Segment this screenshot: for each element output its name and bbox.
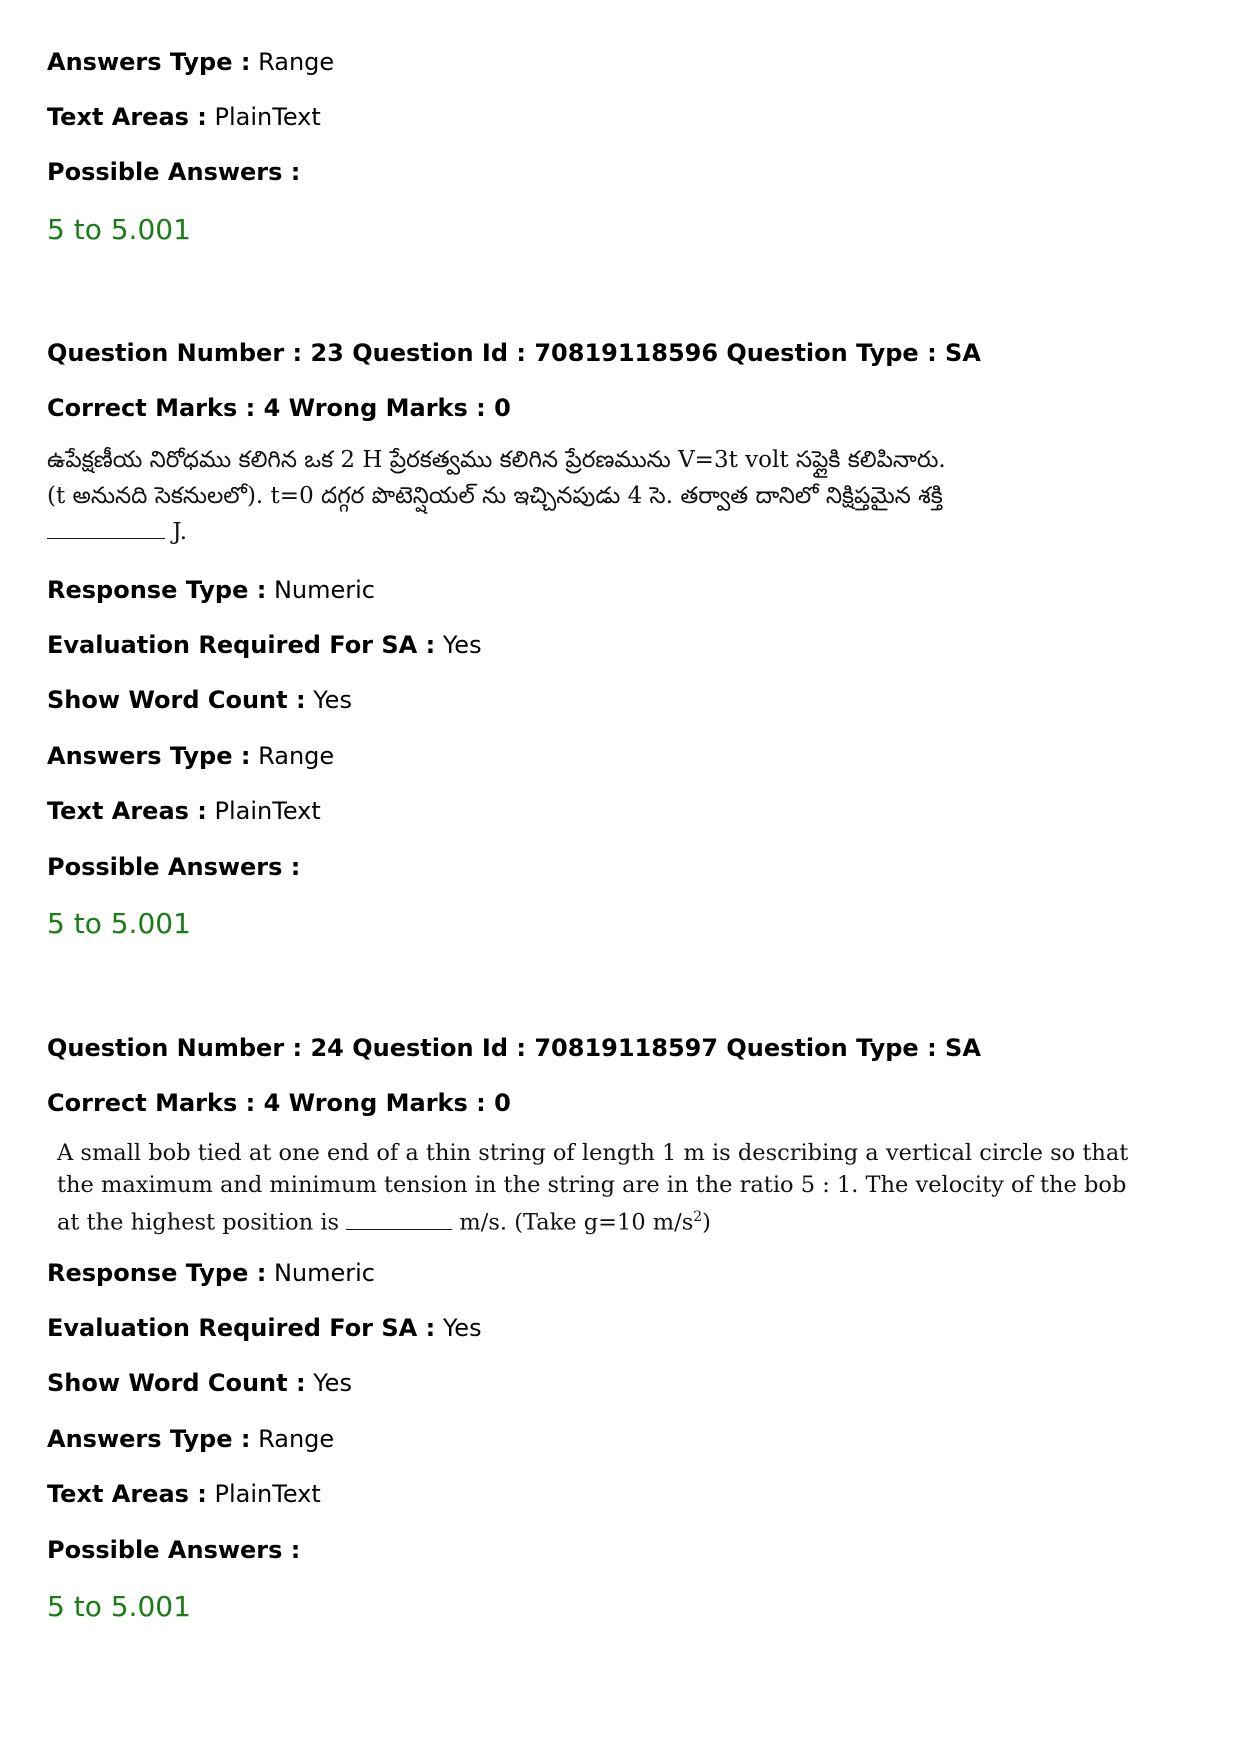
text-areas-row [47, 101, 321, 133]
text-areas-row: Text Areas : PlainText [47, 797, 321, 825]
text-areas-value: PlainText [214, 797, 321, 825]
answers-type-value: Range [258, 1425, 335, 1453]
possible-answers-label: Possible Answers : [47, 1536, 301, 1564]
evaluation-required-row: Evaluation Required For SA : Yes [47, 1314, 482, 1342]
show-word-count-value: Yes [313, 686, 352, 714]
possible-answers-value: 5 to 5.001 [47, 1590, 191, 1623]
answer-blank [47, 538, 165, 539]
question-header: Question Number : 24 Question Id : 70819118597 Question Type : SA [47, 1034, 981, 1062]
marks-row: Correct Marks : 4 Wrong Marks : 0 [47, 1089, 511, 1117]
question-type: SA [945, 1034, 981, 1062]
possible-answers-label: Possible Answers : [47, 158, 301, 186]
text-areas-label: Text Areas : [47, 103, 207, 131]
question-type: SA [945, 339, 981, 367]
possible-answers-value: 5 to 5.001 [47, 213, 191, 246]
answers-type-value: Range [258, 48, 335, 76]
response-type-row: Response Type : Numeric [47, 576, 375, 604]
text-areas-row: Text Areas : PlainText [47, 1480, 321, 1508]
question-text: ఉపేక్షణీయ నిరోధము కలిగిన ఒక 2 H ప్రేరకత్వము కలిగిన ప్రేరణమును V=3t volt సప్లైకి కలిపినారు. (t అనునది సెకనులలో). t=0 దగ్గర పొటెన్షియల్ ను ఇచ్చినపుడు 4 సె. తర్వాత దానిలో నిక్షిప్తమైన శక్తి J. [47, 447, 946, 545]
show-word-count-row: Show Word Count : Yes [47, 686, 352, 714]
question-number: 24 [310, 1034, 344, 1062]
answers-type-row: Answers Type : Range [47, 742, 335, 770]
evaluation-required-value: Yes [442, 1314, 482, 1342]
possible-answers-value: 5 to 5.001 [47, 907, 191, 940]
answers-type-row [47, 46, 334, 78]
text-areas-value: PlainText [214, 103, 321, 131]
marks-row: Correct Marks : 4 Wrong Marks : 0 [47, 394, 511, 422]
show-word-count-value: Yes [313, 1369, 352, 1397]
answers-type-row: Answers Type : Range [47, 1425, 335, 1453]
question-number: 23 [310, 339, 344, 367]
correct-marks: 4 [263, 1089, 281, 1117]
show-word-count-row: Show Word Count : Yes [47, 1369, 352, 1397]
answers-type-label: Answers Type : [47, 48, 251, 76]
wrong-marks: 0 [494, 394, 511, 422]
question-header: Question Number : 23 Question Id : 70819118596 Question Type : SA [47, 339, 981, 367]
question-text: A small bob tied at one end of a thin string of length 1 m is describing a vertical circle so that the maximum and minimum tension in the string are in the ratio 5 : 1. The velocity of the bob at the highest position is m/s. (Take g=10 $m/s^2$) [57, 1140, 1129, 1236]
response-type-row: Response Type : Numeric [47, 1259, 375, 1287]
evaluation-required-value: Yes [442, 631, 482, 659]
possible-answers-label: Possible Answers : [47, 853, 301, 881]
response-type-value: Numeric [273, 576, 375, 604]
question-id: 70819118596 [534, 339, 719, 367]
correct-marks: 4 [263, 394, 281, 422]
evaluation-required-row: Evaluation Required For SA : Yes [47, 631, 482, 659]
answer-blank [346, 1229, 452, 1230]
text-areas-value: PlainText [214, 1480, 321, 1508]
answers-type-value: Range [258, 742, 335, 770]
question-id: 70819118597 [534, 1034, 719, 1062]
response-type-value: Numeric [273, 1259, 375, 1287]
wrong-marks: 0 [494, 1089, 511, 1117]
